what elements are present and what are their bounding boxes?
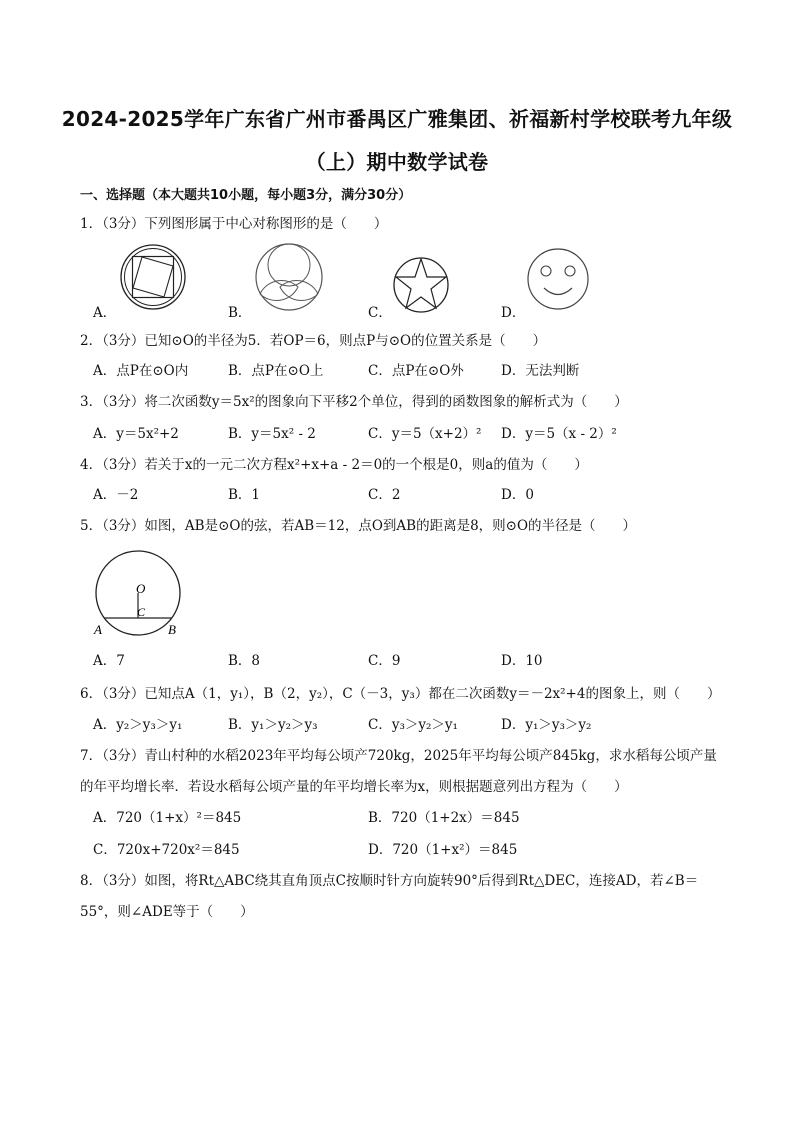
q4-option-b: B．1	[228, 487, 261, 503]
question-6	[80, 684, 720, 704]
q1-option-d: D．	[501, 305, 526, 321]
question-8	[80, 871, 698, 891]
q6-option-a: A．y₂＞y₃＞y₁	[93, 717, 183, 733]
figure-circle-arcs	[252, 242, 326, 312]
q2-option-d: D．无法判断	[501, 363, 580, 379]
question-text-line2: 55°，则∠ADE等于（ ）	[80, 904, 254, 920]
q6-option-d: D．y₁＞y₃＞y₂	[501, 717, 592, 733]
question-5	[80, 516, 636, 536]
q3-option-d: D．y＝5（x - 2）²	[501, 426, 617, 442]
label-b: B	[168, 622, 176, 637]
figure-circle-square	[118, 242, 188, 312]
question-text: （3分）下列图形属于中心对称图形的是（ ）	[102, 216, 388, 232]
q6-option-b: B．y₁＞y₂＞y₃	[228, 717, 318, 733]
q4-option-d: D．0	[501, 487, 534, 503]
q2-option-c: C．点P在⊙O外	[368, 363, 464, 379]
question-text-line2: 的年平均增长率．若设水稻每公顷产量的年平均增长率为x，则根据题意列出方程为（ ）	[80, 779, 628, 795]
question-number: 4．	[80, 457, 103, 473]
question-text-line1: （3分）如图，将Rt△ABC绕其直角顶点C按顺时针方向旋转90°后得到Rt△DEC，连接AD，若∠B＝	[102, 873, 699, 889]
q7-option-d: D．720（1+x²）＝845	[368, 842, 518, 858]
q5-option-c: C．9	[368, 653, 401, 669]
label-c: C	[137, 605, 146, 619]
q1-option-a: A．	[93, 305, 117, 321]
figure-circle-star	[392, 256, 450, 314]
q5-option-b: B．8	[228, 653, 261, 669]
q2-option-a: A．点P在⊙O内	[93, 363, 189, 379]
question-number: 8．	[80, 873, 103, 889]
question-8-cont	[80, 902, 254, 922]
label-a: A	[94, 622, 102, 637]
question-text-line1: （3分）青山村种的水稻2023年平均每公顷产720kg，2025年平均每公顷产845kg，求水稻每公顷产量	[102, 748, 717, 764]
q3-option-c: C．y＝5（x+2）²	[368, 426, 482, 442]
q7-option-a: A．720（1+x）²＝845	[93, 810, 242, 826]
question-number: 5．	[80, 518, 103, 534]
question-number: 7．	[80, 748, 103, 764]
question-number: 6．	[80, 686, 103, 702]
q4-option-c: C．2	[368, 487, 401, 503]
q2-option-b: B．点P在⊙O上	[228, 363, 324, 379]
question-3	[80, 392, 628, 412]
q1-option-c: C．	[368, 305, 392, 321]
question-text: （3分）如图，AB是⊙O的弦，若AB＝12，点O到AB的距离是8，则⊙O的半径是（ ）	[102, 518, 637, 534]
question-7-cont	[80, 777, 628, 797]
question-1	[80, 214, 387, 234]
question-text: （3分）若关于x的一元二次方程x²+x+a - 2＝0的一个根是0，则a的值为（ ）	[102, 457, 588, 473]
q3-option-a: A．y＝5x²+2	[93, 426, 179, 442]
question-4	[80, 455, 588, 475]
exam-title-line2: （上）期中数学试卷	[305, 150, 489, 174]
q5-option-d: D．10	[501, 653, 543, 669]
figure-circle-chord	[92, 548, 188, 640]
question-text: （3分）将二次函数y＝5x²的图象向下平移2个单位，得到的函数图象的解析式为（ ）	[102, 394, 628, 410]
q7-option-c: C．720x+720x²＝845	[93, 842, 240, 858]
q1-option-b: B．	[228, 305, 252, 321]
q6-option-c: C．y₃＞y₂＞y₁	[368, 717, 458, 733]
q5-option-a: A．7	[93, 653, 125, 669]
exam-title-line1: 2024-2025学年广东省广州市番禺区广雅集团、祈福新村学校联考九年级	[61, 107, 733, 131]
question-number: 2．	[80, 333, 103, 349]
question-text: （3分）已知点A（1，y₁），B（2，y₂），C（－3，y₃）都在二次函数y＝－2x²+4的图象上，则（ ）	[102, 686, 721, 702]
question-7	[80, 746, 717, 766]
question-2	[80, 331, 546, 351]
label-o: O	[136, 581, 146, 596]
question-number: 3．	[80, 394, 103, 410]
section-heading: 一、选择题（本大题共10小题，每小题3分，满分30分）	[80, 188, 412, 203]
q3-option-b: B．y＝5x² - 2	[228, 426, 316, 442]
figure-smiley-face	[525, 246, 591, 312]
q4-option-a: A．－2	[93, 487, 139, 503]
question-number: 1．	[80, 216, 103, 232]
q7-option-b: B．720（1+2x）＝845	[368, 810, 520, 826]
question-text: （3分）已知⊙O的半径为5．若OP＝6，则点P与⊙O的位置关系是（ ）	[102, 333, 547, 349]
